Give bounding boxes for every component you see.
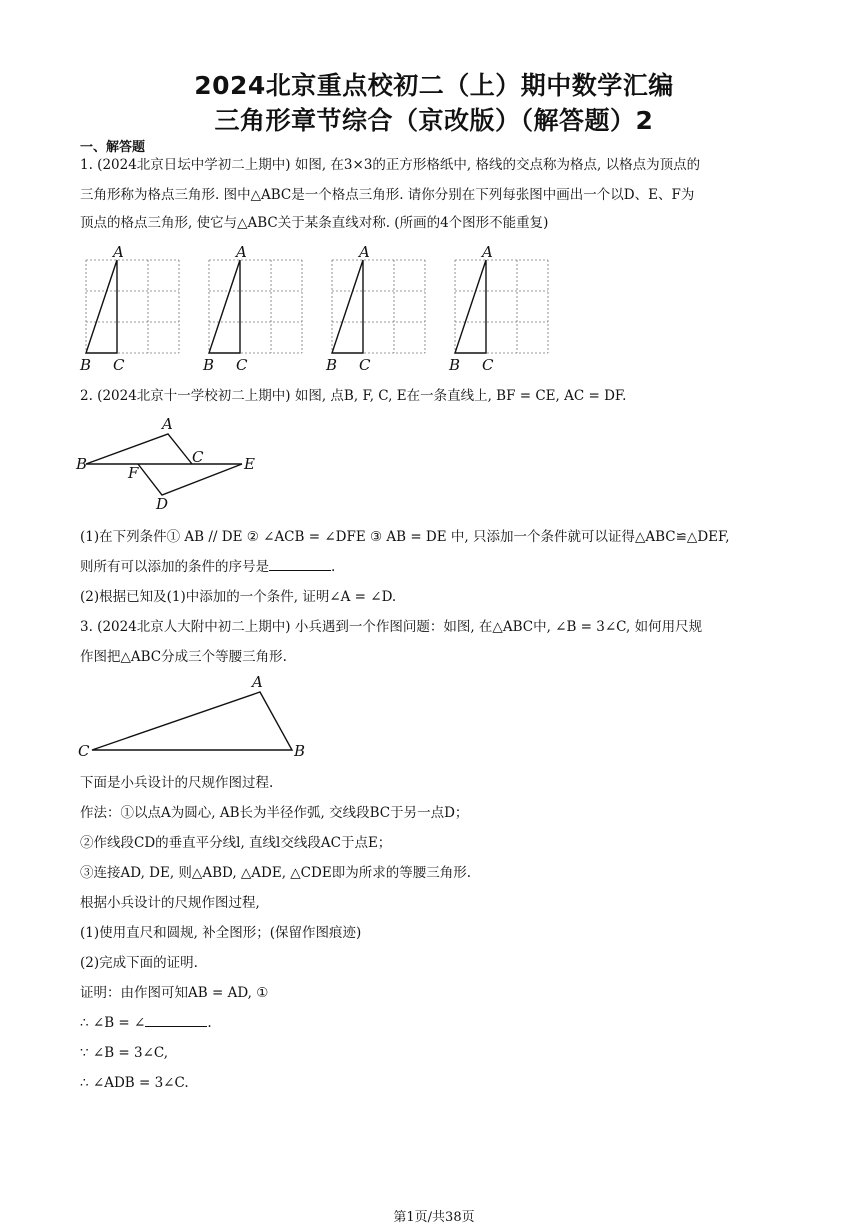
q1-text-line1: 1. (2024北京日坛中学初二上期中) 如图, 在3×3的正方形格纸中, 格线的交点称为格点, 以格点为顶点的 (80, 157, 701, 173)
q2-label-e: E (244, 455, 255, 473)
q3-label-a: A (252, 673, 263, 691)
q1-grid-figures (70, 240, 570, 375)
q2-figure (70, 412, 270, 517)
triangle-abc (86, 260, 117, 353)
grid-label-a: A (236, 243, 247, 261)
grid-figure-3 (325, 243, 425, 374)
q1-text-line3: 顶点的格点三角形, 使它与△ABC关于某条直线对称. (所画的4个图形不能重复) (80, 215, 549, 231)
q3-line-l10: ∵ ∠B = 3∠C, (80, 1045, 169, 1061)
q3-line-l3: ②作线段CD的垂直平分线l, 直线l交线段AC于点E； (80, 835, 392, 851)
q2-part1-text: 则所有可以添加的条件的序号是 (80, 559, 269, 575)
triangle-abc (332, 260, 363, 353)
q3-line-l5: 根据小兵设计的尺规作图过程, (80, 895, 260, 911)
grid-label-b: B (80, 356, 92, 374)
q3-line-l8: 证明：由作图可知AB = AD, ① (80, 985, 269, 1001)
page-footer: 第1页/共38页 (393, 1210, 475, 1225)
q3-line-l2: 作法：①以点A为圆心, AB长为半径作弧, 交线段BC于另一点D； (80, 805, 469, 821)
document-title-line1: 2024北京重点校初二（上）期中数学汇编 (194, 71, 674, 100)
q2-label-d: D (156, 495, 169, 513)
q2-part1-line1: (1)在下列条件① AB // DE ② ∠ACB = ∠DFE ③ AB = DE 中, 只添加一个条件就可以证得△ABC≌△DEF, (80, 529, 730, 545)
grid-label-a: A (113, 243, 124, 261)
q3-label-b: B (294, 742, 306, 760)
q3-l9-end: . (207, 1015, 212, 1031)
triangle-abc (455, 260, 486, 353)
q3-line-l11: ∴ ∠ADB = 3∠C. (80, 1075, 189, 1091)
q3-line-l4: ③连接AD, DE, 则△ABD, △ADE, △CDE即为所求的等腰三角形. (80, 865, 471, 881)
q3-text-line1: 3. (2024北京人大附中初二上期中) 小兵遇到一个作图问题：如图, 在△ABC中, ∠B = 3∠C, 如何用尺规 (80, 619, 703, 635)
q1-text-line2: 三角形称为格点三角形. 图中△ABC是一个格点三角形. 请你分别在下列每张图中画出一个以D、E、F为 (80, 187, 695, 203)
q3-label-c: C (78, 742, 90, 760)
q2-label-f: F (128, 464, 139, 482)
q2-part1-line2 (80, 558, 792, 576)
grid-label-b: B (449, 356, 461, 374)
grid-label-b: B (203, 356, 215, 374)
grid-figure-1 (79, 243, 179, 374)
q2-text-line1: 2. (2024北京十一学校初二上期中) 如图, 点B, F, C, E在一条直线上, BF = CE, AC = DF. (80, 388, 627, 404)
grid-label-a: A (359, 243, 370, 261)
grid-label-a: A (482, 243, 493, 261)
q3-figure (70, 672, 320, 764)
grid-figure-4 (448, 243, 548, 374)
q2-part2: (2)根据已知及(1)中添加的一个条件, 证明∠A = ∠D. (80, 589, 397, 605)
grid-label-c: C (113, 356, 125, 374)
grid-label-c: C (359, 356, 371, 374)
q2-part1-end: . (331, 559, 336, 575)
q2-label-a: A (162, 415, 173, 433)
q2-label-c: C (192, 448, 204, 466)
grid-label-c: C (236, 356, 248, 374)
grid-label-c: C (482, 356, 494, 374)
q3-line-l7: (2)完成下面的证明. (80, 955, 198, 971)
answer-blank[interactable] (269, 558, 331, 571)
section-heading: 一、解答题 (80, 140, 146, 155)
q2-label-b: B (76, 455, 88, 473)
q3-line-l6: (1)使用直尺和圆规, 补全图形；(保留作图痕迹) (80, 925, 362, 941)
triangle-abc (209, 260, 240, 353)
q3-line-l9 (80, 1014, 792, 1032)
grid-figure-2 (202, 243, 302, 374)
q3-l9-text: ∴ ∠B = ∠ (80, 1015, 146, 1031)
q3-line-l1: 下面是小兵设计的尺规作图过程. (80, 775, 274, 791)
document-title-line2: 三角形章节综合（京改版）（解答题）2 (214, 106, 654, 135)
grid-label-b: B (326, 356, 338, 374)
answer-blank-2[interactable] (145, 1014, 207, 1027)
q3-text-line2: 作图把△ABC分成三个等腰三角形. (80, 649, 287, 665)
